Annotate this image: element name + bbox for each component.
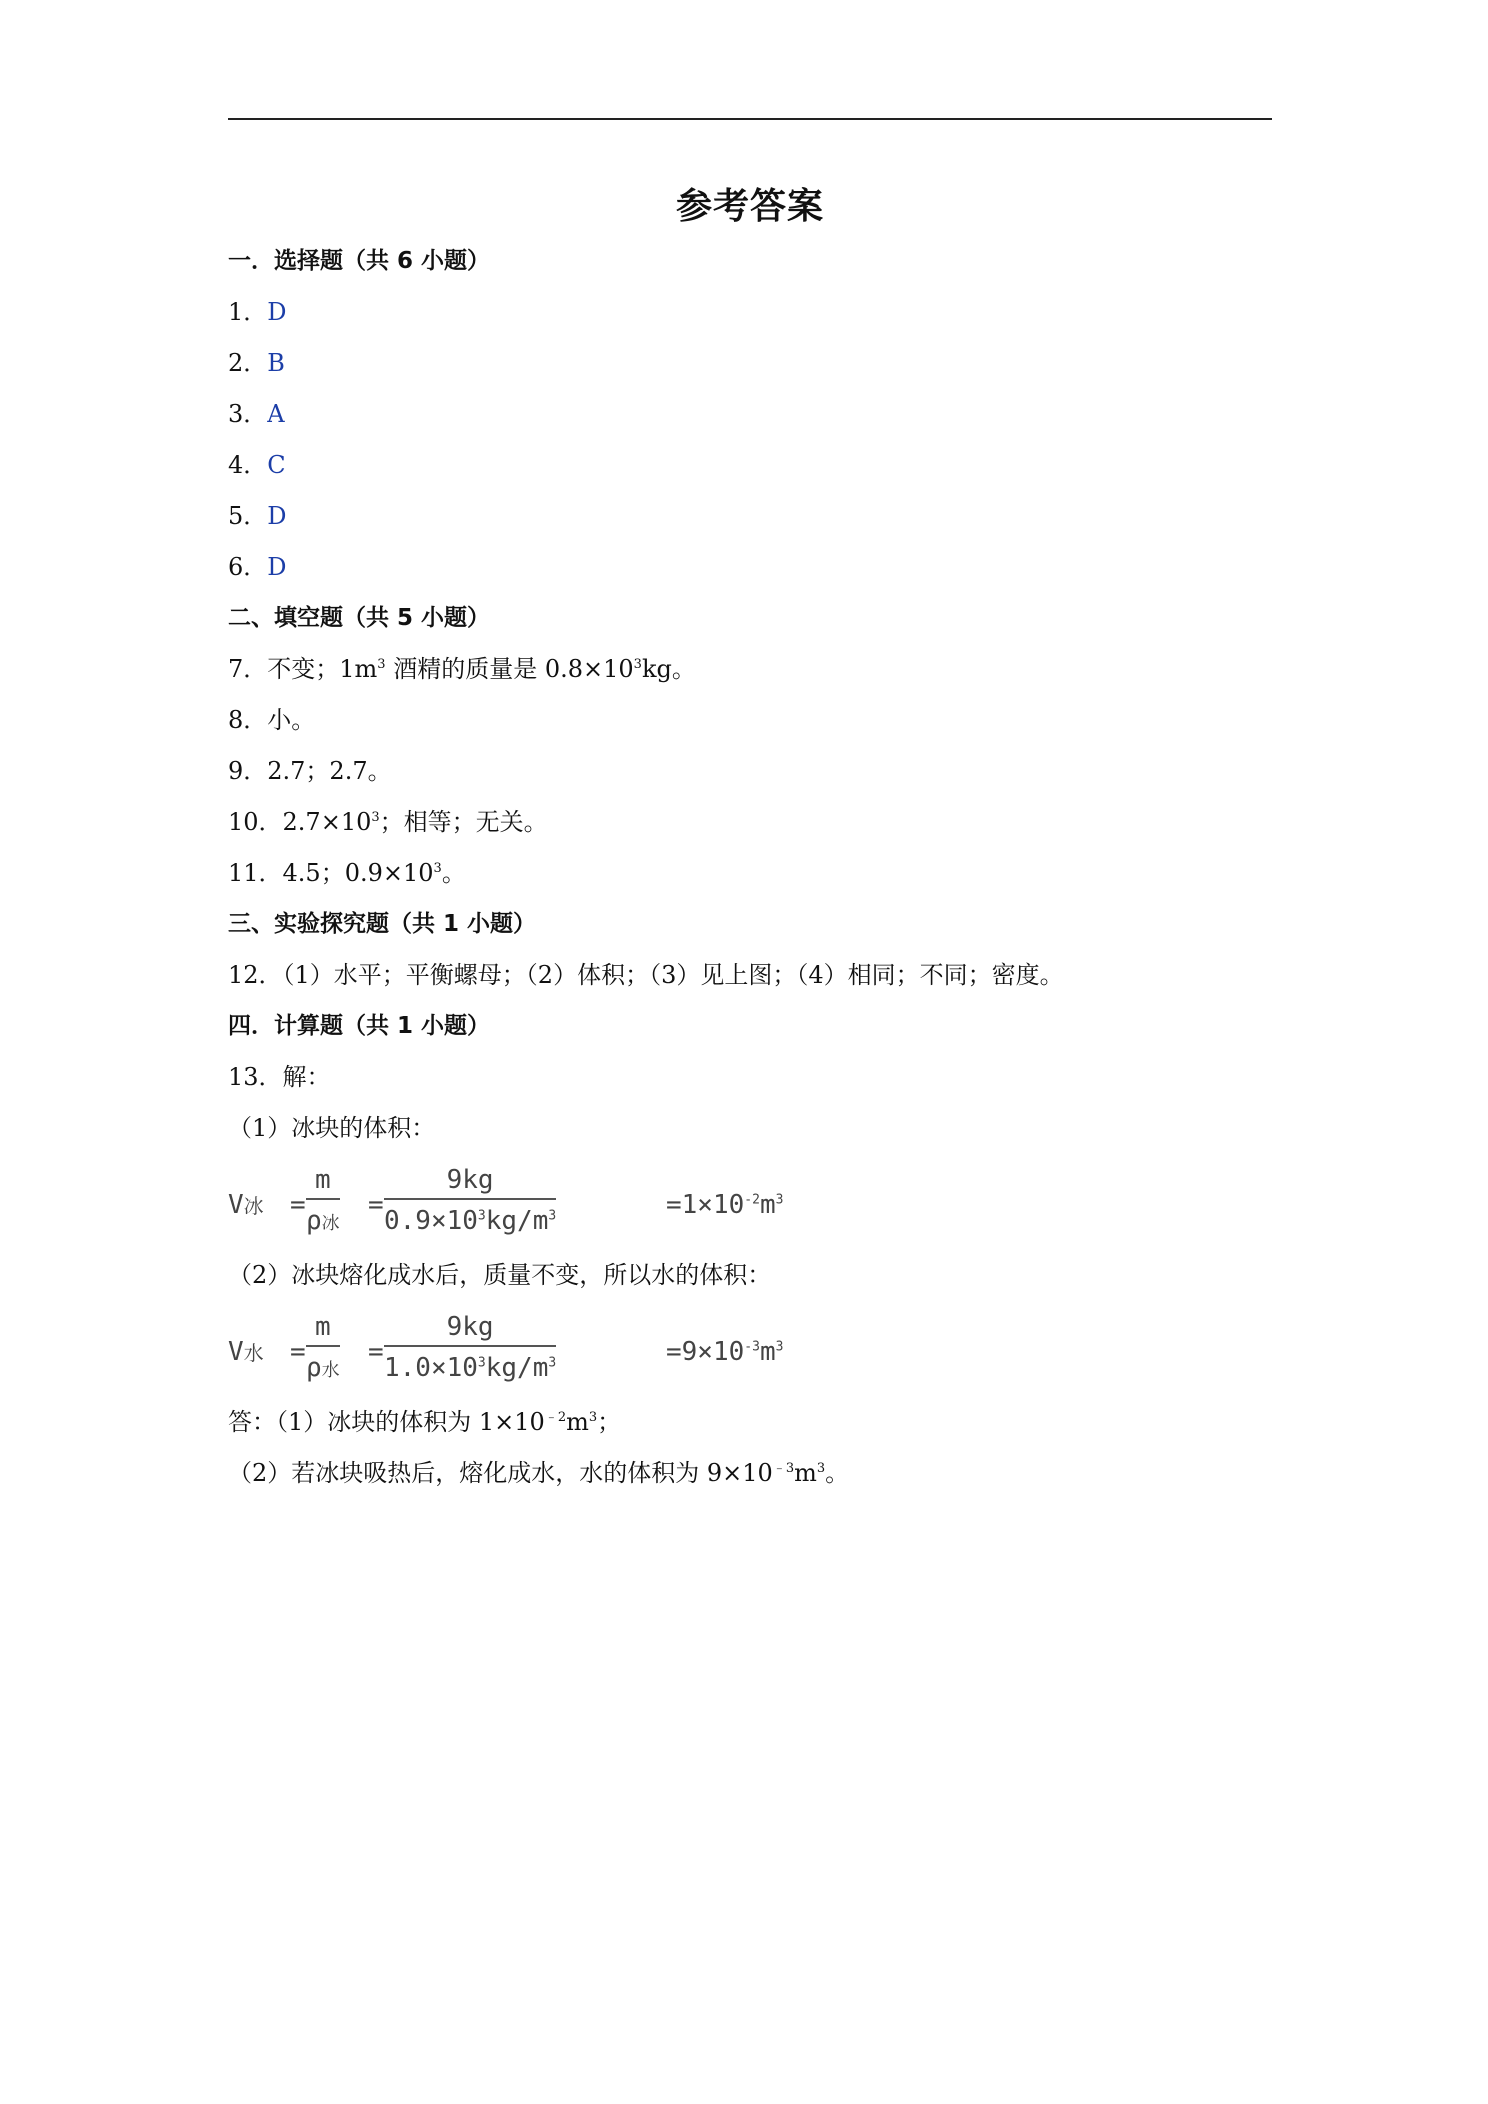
solution-step: （1）冰块的体积：	[228, 1114, 436, 1142]
answer-item: 5．D	[228, 502, 287, 530]
answer-item: 6．D	[228, 553, 287, 581]
answer-item: 13．解：	[228, 1063, 331, 1091]
answer-item: 8．小。	[228, 706, 316, 734]
answer-document	[228, 178, 1272, 1499]
section-heading-choice: 一．选择题（共 6 小题）	[228, 248, 491, 274]
page-title: 参考答案	[675, 186, 824, 227]
answer-item: 7．不变；$1m^3$ 酒精的质量是 $0.8\times 10^3kg$。	[228, 655, 696, 683]
solution-step: （2）冰块熔化成水后，质量不变，所以水的体积：	[228, 1261, 772, 1289]
answer-item: 12．（1）水平；平衡螺母；（2）体积；（3）见上图；（4）相同；不同；密度。	[228, 961, 1064, 989]
answer-item: 3．A	[228, 400, 285, 428]
formula-ice-volume: V冰 = m ρ冰 = $\frac{9kg}{0.9\times 10^3kg/m^3}$ $=1\times 10^{-2}m^3$	[228, 1154, 1272, 1250]
section-heading-calculation: 四．计算题（共 1 小题）	[228, 1013, 491, 1039]
header-rule	[228, 118, 1272, 120]
answer-conclusion: 答：（1）冰块的体积为 $1\times 10^{﹣2}m^3$；	[228, 1408, 622, 1436]
answer-conclusion: （2）若冰块吸热后，熔化成水，水的体积为 $9\times 10^{﹣3}m^3$。	[228, 1459, 850, 1487]
answer-item: 11．4.5；$0.9\times 10^3$。	[228, 859, 466, 887]
answer-item: 4．C	[228, 451, 286, 479]
formula-water-volume: V水 = m ρ水 = $\frac{9kg}{1.0\times 10^3kg/m^3}$ $=9\times 10^{-3}m^3$	[228, 1301, 1272, 1397]
section-heading-experiment: 三、实验探究题（共 1 小题）	[228, 911, 537, 937]
answer-item: 10．$2.7\times 10^3$；相等；无关。	[228, 808, 548, 836]
answer-item: 2．B	[228, 349, 285, 377]
section-heading-fill: 二、填空题（共 5 小题）	[228, 605, 491, 631]
answer-item: 1．D	[228, 298, 287, 326]
answer-item: 9．2.7；2.7。	[228, 757, 392, 785]
